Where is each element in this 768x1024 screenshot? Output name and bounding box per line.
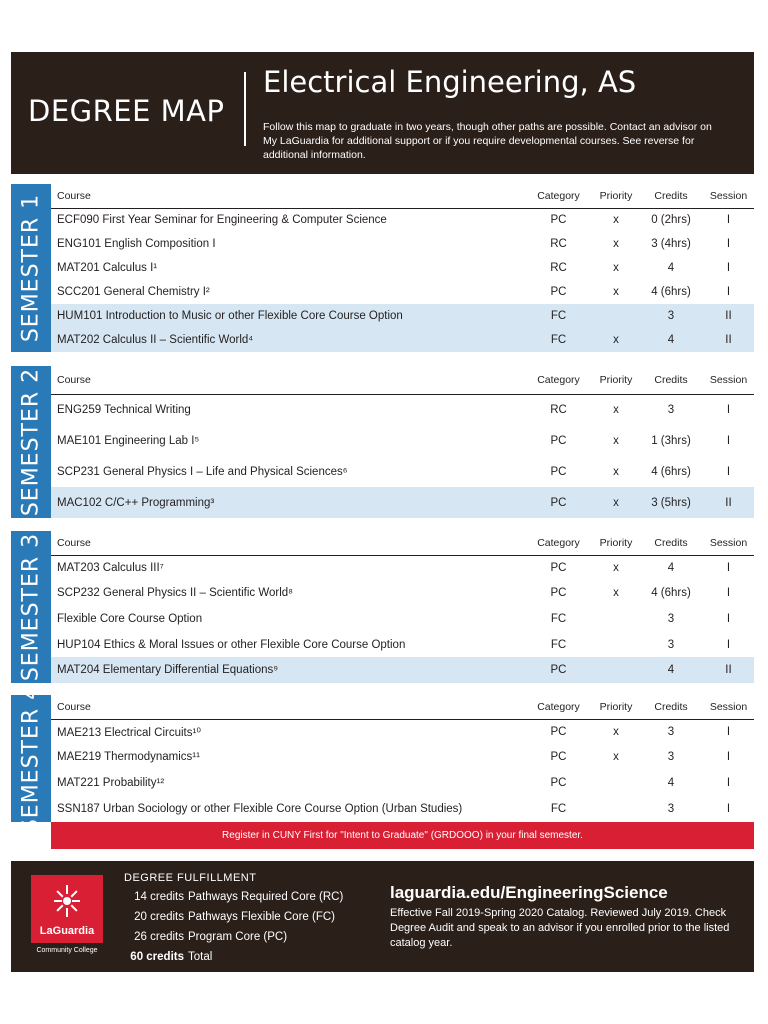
fulfillment-credits: 60 credits [130,951,184,963]
semester-label [11,366,51,518]
cell-credits: 1 (3hrs) [651,434,691,447]
fulfillment-row [124,891,343,903]
fulfillment-label: Program Core (PC) [188,931,288,943]
cell-credits: 4 [667,334,675,346]
cell-course: SSN187 Urban Sociology or other Flexible Core Course Option (Urban Studies) [57,802,463,815]
semester-label-text: SEMESTER 3 [18,532,44,682]
cell-category: RC [550,262,567,274]
cell-category: FC [550,802,567,815]
cell-category: FC [550,310,567,322]
cell-session: I [726,725,731,738]
cell-priority: x [613,403,619,416]
cell-credits: 4 (6hrs) [651,286,691,298]
fulfillment-credits: 26 credits [134,931,184,943]
cell-session: I [726,434,731,447]
laguardia-logo [31,875,103,943]
column-header-course: Course [57,701,91,713]
cell-course: MAT201 Calculus I¹ [57,262,158,274]
cell-session: I [726,587,731,600]
cell-category: FC [550,334,567,346]
cell-priority: x [613,434,619,447]
fulfillment-title: DEGREE FULFILLMENT [124,872,257,884]
cell-category: PC [550,776,567,789]
table-row [51,606,754,632]
cell-course: MAE101 Engineering Lab I⁵ [57,434,200,447]
cell-priority: x [613,751,619,764]
table-row [51,328,754,352]
table-row [51,304,754,328]
cell-priority: x [613,725,619,738]
cell-session: I [726,403,731,416]
cell-course: HUP104 Ethics & Moral Issues or other Flexible Core Course Option [57,638,406,651]
table-row [51,581,754,607]
cell-course: MAE219 Thermodynamics¹¹ [57,751,200,764]
cell-credits: 3 [667,612,675,625]
table-row [51,632,754,658]
graduation-banner: Register in CUNY First for "Intent to Graduate" (GRDOOO) in your final semester. [51,822,754,849]
cell-credits: 3 [667,751,675,764]
program-title: Electrical Engineering, AS [263,65,637,99]
course-table [51,531,754,683]
catalog-note: Effective Fall 2019-Spring 2020 Catalog. Reviewed July 2019. Check Degree Audit and speak to an advisor if you enrolled prior to the listed catalog year. [390,907,730,949]
column-header-priority: Priority [599,374,633,386]
cell-session: II [725,334,732,346]
table-row [51,456,754,487]
column-header-category: Category [537,701,580,713]
semester-label-text: SEMESTER 2 [18,367,44,517]
cell-credits: 3 [667,403,675,416]
cell-session: I [726,638,731,651]
column-header-priority: Priority [599,190,633,202]
column-header-course: Course [57,537,91,549]
cell-priority: x [613,334,619,346]
cell-category: RC [550,238,567,250]
header-divider [244,72,246,146]
cell-credits: 3 [667,310,675,322]
semester-label [11,684,51,833]
fulfillment-row [124,931,287,943]
cell-session: I [726,214,731,226]
cell-priority: x [613,262,619,274]
cell-course: MAT221 Probability¹² [57,776,165,789]
semester-3 [11,531,754,683]
degree-map-heading: DEGREE MAP [28,94,225,128]
semester-label-text: SEMESTER 4 [18,684,44,833]
cell-credits: 3 [667,725,675,738]
cell-course: ECF090 First Year Seminar for Engineering & Computer Science [57,214,387,226]
cell-session: II [725,310,732,322]
table-row [51,796,754,822]
column-header-category: Category [537,190,580,202]
semester-label [11,531,51,683]
header-description: Follow this map to graduate in two years, though other paths are possible. Contact an advisor on My LaGuardia for additional support or if you require developmental courses. See reverse for additional information. [263,121,712,161]
cell-credits: 4 [667,262,675,274]
cell-category: PC [550,751,567,764]
cell-category: PC [550,496,567,509]
cell-credits: 4 [667,776,675,789]
cell-course: HUM101 Introduction to Music or other Flexible Core Course Option [57,310,403,322]
course-table [51,184,754,352]
program-url[interactable]: laguardia.edu/EngineeringScience [390,883,668,902]
column-header-course: Course [57,190,91,202]
table-row [51,394,754,425]
cell-credits: 3 [667,802,675,815]
column-header-priority: Priority [599,701,633,713]
fulfillment-total-row [124,951,212,963]
cell-category: PC [550,587,567,600]
cell-priority: x [613,496,619,509]
table-row [51,657,754,683]
cell-course: Flexible Core Course Option [57,612,203,625]
column-header-session: Session [709,537,748,549]
cell-category: PC [550,434,567,447]
cell-course: ENG101 English Composition I [57,238,216,250]
cell-priority: x [613,561,619,574]
cell-priority: x [613,587,619,600]
cell-course: SCP232 General Physics II – Scientific World⁸ [57,587,294,600]
table-header [51,366,754,395]
column-header-credits: Credits [654,374,688,386]
table-row [51,555,754,581]
starburst-icon [53,881,81,921]
cell-course: MAC102 C/C++ Programming³ [57,496,215,509]
cell-credits: 3 [667,638,675,651]
cell-course: MAT204 Elementary Differential Equations⁹ [57,664,279,677]
cell-category: RC [550,403,567,416]
column-header-category: Category [537,537,580,549]
table-row [51,280,754,304]
fulfillment-row [124,911,335,923]
cell-session: I [726,751,731,764]
fulfillment-credits: 20 credits [134,911,184,923]
cell-course: SCP231 General Physics I – Life and Physical Sciences⁶ [57,465,348,478]
table-row [51,770,754,796]
cell-priority: x [613,286,619,298]
cell-course: MAT202 Calculus II – Scientific World⁴ [57,334,254,346]
table-header [51,695,754,720]
cell-credits: 4 (6hrs) [651,465,691,478]
cell-priority: x [613,238,619,250]
cell-session: I [726,286,731,298]
cell-category: FC [550,612,567,625]
cell-session: I [726,612,731,625]
cell-course: SCC201 General Chemistry I² [57,286,210,298]
column-header-category: Category [537,374,580,386]
cell-session: I [726,238,731,250]
table-row [51,719,754,745]
column-header-session: Session [709,374,748,386]
cell-course: MAT203 Calculus III⁷ [57,561,164,574]
cell-category: PC [550,664,567,677]
cell-session: I [726,776,731,789]
table-row [51,256,754,280]
cell-session: I [726,561,731,574]
logo-subtitle: Community College [36,947,98,954]
cell-category: PC [550,465,567,478]
semester-2 [11,366,754,518]
cell-category: PC [550,725,567,738]
semester-label-text: SEMESTER 1 [18,193,44,343]
cell-credits: 3 (4hrs) [651,238,691,250]
table-row [51,425,754,456]
column-header-course: Course [57,374,91,386]
cell-credits: 4 [667,561,675,574]
cell-session: II [725,664,732,677]
cell-priority: x [613,214,619,226]
fulfillment-credits: 14 credits [134,891,184,903]
table-header [51,184,754,209]
cell-session: I [726,465,731,478]
header [11,52,754,174]
table-row [51,745,754,771]
cell-credits: 3 (5hrs) [651,496,691,509]
cell-category: FC [550,638,567,651]
cell-session: I [726,262,731,274]
semester-1 [11,184,754,352]
table-row [51,232,754,256]
semester-4 [11,684,754,833]
column-header-credits: Credits [654,190,688,202]
fulfillment-label: Total [188,951,213,963]
cell-course: MAE213 Electrical Circuits¹⁰ [57,726,201,739]
cell-category: PC [550,286,567,298]
column-header-priority: Priority [599,537,633,549]
cell-credits: 4 (6hrs) [651,587,691,600]
cell-credits: 0 (2hrs) [651,214,691,226]
column-header-session: Session [709,190,748,202]
cell-category: PC [550,561,567,574]
cell-category: PC [550,214,567,226]
cell-session: I [726,802,731,815]
course-table [51,366,754,518]
table-row [51,487,754,518]
cell-credits: 4 [667,664,675,677]
semester-label [11,184,51,352]
table-row [51,208,754,232]
column-header-credits: Credits [654,537,688,549]
fulfillment-label: Pathways Required Core (RC) [188,891,344,903]
cell-session: II [725,496,732,509]
logo-name: LaGuardia [39,925,95,937]
cell-priority: x [613,465,619,478]
course-table [51,695,754,822]
table-header [51,531,754,556]
column-header-session: Session [709,701,748,713]
fulfillment-label: Pathways Flexible Core (FC) [188,911,335,923]
column-header-credits: Credits [654,701,688,713]
footer [11,861,754,972]
cell-course: ENG259 Technical Writing [57,403,191,416]
